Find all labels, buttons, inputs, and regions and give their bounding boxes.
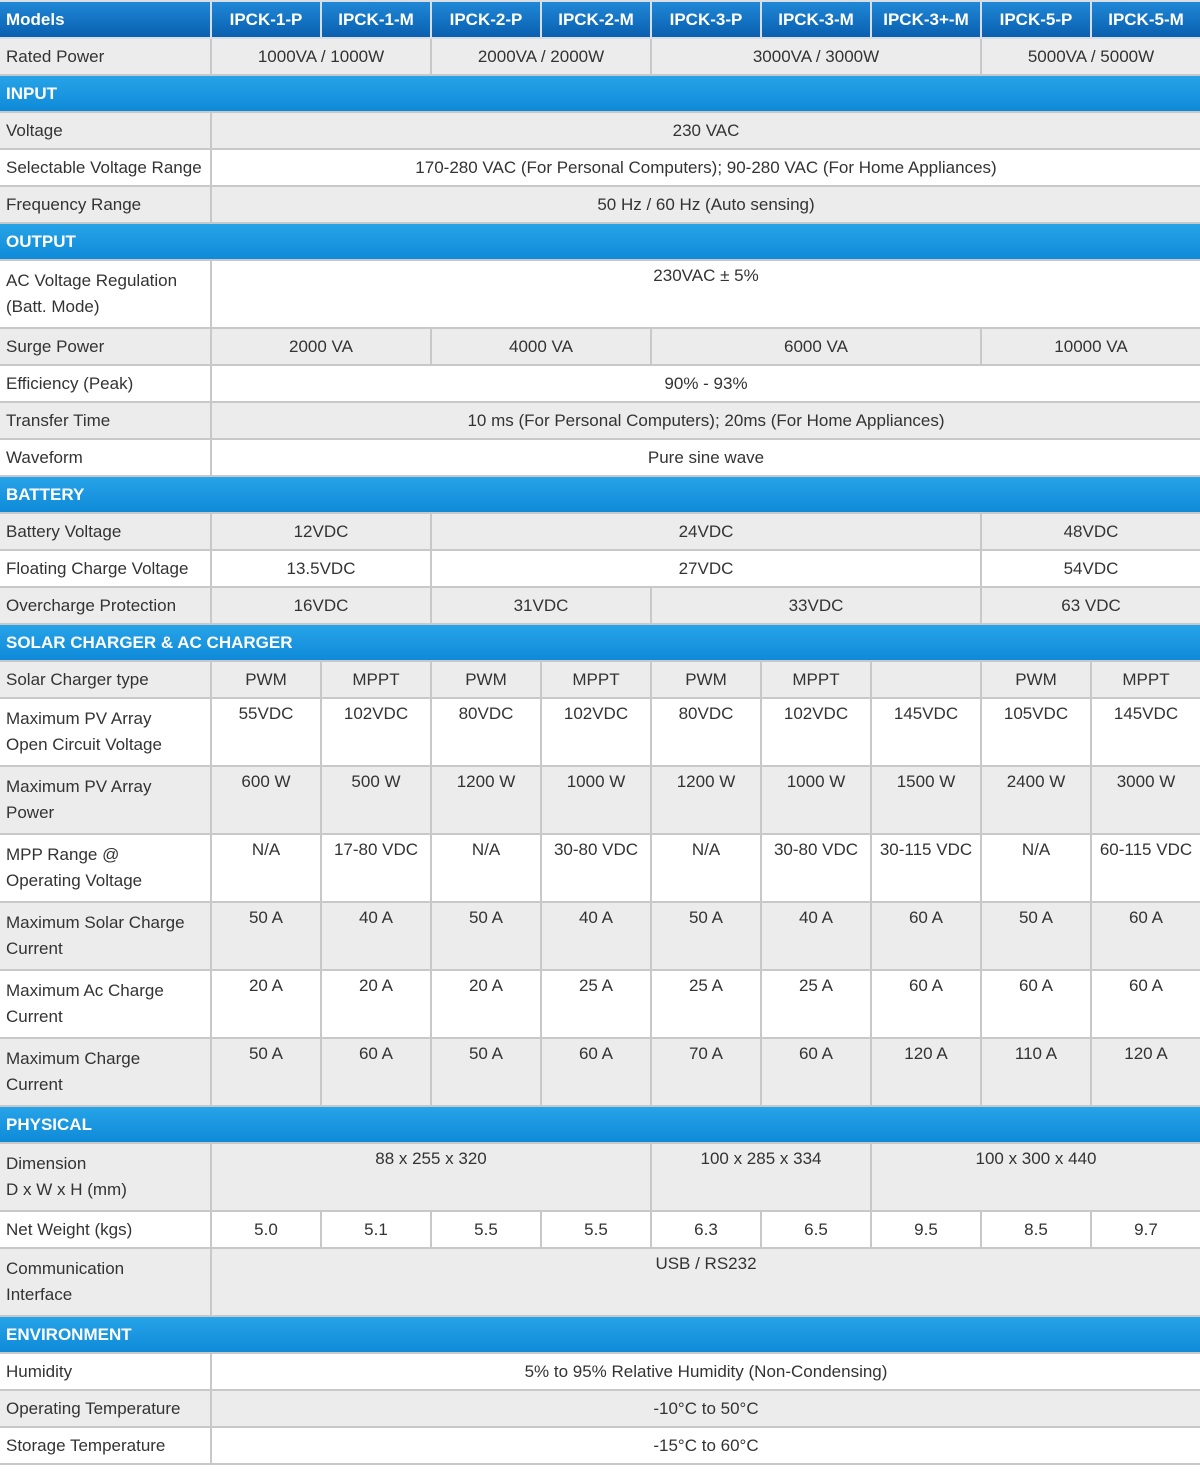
row-label-line: MPP Range @	[6, 845, 120, 864]
spec-cell: 40 A	[321, 902, 431, 970]
spec-cell: 50 Hz / 60 Hz (Auto sensing)	[211, 186, 1200, 223]
spec-cell: 25 A	[761, 970, 871, 1038]
spec-row	[0, 1390, 1200, 1427]
spec-cell: 20 A	[431, 970, 541, 1038]
models-label: Models	[0, 1, 211, 38]
spec-row	[0, 1427, 1200, 1464]
spec-cell: 60 A	[871, 970, 981, 1038]
section-title: BATTERY	[0, 476, 1200, 513]
spec-cell: 1200 W	[651, 766, 761, 834]
row-label-line: Maximum Solar Charge	[6, 913, 185, 932]
spec-cell: 102VDC	[761, 698, 871, 766]
spec-cell: 25 A	[651, 970, 761, 1038]
model-column-header: IPCK-2-P	[431, 1, 541, 38]
spec-cell: 5% to 95% Relative Humidity (Non-Condensing)	[211, 1353, 1200, 1390]
row-label: Selectable Voltage Range	[0, 149, 211, 186]
spec-row	[0, 970, 1200, 1038]
spec-cell: 100 x 285 x 334	[651, 1143, 871, 1211]
row-label: Solar Charger type	[0, 661, 211, 698]
spec-cell: 60 A	[1091, 970, 1200, 1038]
section-header-row	[0, 75, 1200, 112]
spec-cell: N/A	[431, 834, 541, 902]
row-label: Surge Power	[0, 328, 211, 365]
spec-cell: N/A	[211, 834, 321, 902]
row-label	[0, 902, 211, 970]
row-label: Voltage	[0, 112, 211, 149]
spec-cell: 80VDC	[431, 698, 541, 766]
spec-cell: 5.5	[431, 1211, 541, 1248]
spec-cell: 88 x 255 x 320	[211, 1143, 651, 1211]
section-title: INPUT	[0, 75, 1200, 112]
spec-cell: 50 A	[431, 1038, 541, 1106]
spec-cell: 102VDC	[321, 698, 431, 766]
model-column-header: IPCK-3-M	[761, 1, 871, 38]
spec-cell: 500 W	[321, 766, 431, 834]
spec-row	[0, 661, 1200, 698]
row-label-line: Current	[6, 1007, 63, 1026]
spec-cell: 20 A	[321, 970, 431, 1038]
row-label-line: Communication	[6, 1259, 125, 1278]
row-label	[0, 1143, 211, 1211]
spec-row	[0, 38, 1200, 75]
row-label-line: Interface	[6, 1285, 73, 1304]
model-column-header: IPCK-3-P	[651, 1, 761, 38]
row-label-line: Open Circuit Voltage	[6, 735, 162, 754]
spec-cell: 16VDC	[211, 587, 431, 624]
section-title: ENVIRONMENT	[0, 1316, 1200, 1353]
spec-cell: 2000VA / 2000W	[431, 38, 651, 75]
section-header-row	[0, 476, 1200, 513]
spec-row	[0, 365, 1200, 402]
row-label: Battery Voltage	[0, 513, 211, 550]
spec-cell: 1000 W	[761, 766, 871, 834]
row-label: Transfer Time	[0, 402, 211, 439]
spec-cell: 6.3	[651, 1211, 761, 1248]
spec-cell: 110 A	[981, 1038, 1091, 1106]
model-column-header: IPCK-1-P	[211, 1, 321, 38]
spec-cell: 60 A	[761, 1038, 871, 1106]
model-column-header: IPCK-5-M	[1091, 1, 1200, 38]
spec-row	[0, 698, 1200, 766]
spec-row	[0, 260, 1200, 328]
spec-cell: 230 VAC	[211, 112, 1200, 149]
row-label-line: Power	[6, 803, 55, 822]
section-header-row	[0, 624, 1200, 661]
spec-cell: 120 A	[1091, 1038, 1200, 1106]
spec-row	[0, 834, 1200, 902]
spec-cell: 8.5	[981, 1211, 1091, 1248]
row-label-line: (Batt. Mode)	[6, 297, 100, 316]
spec-row	[0, 1353, 1200, 1390]
spec-cell: MPPT	[321, 661, 431, 698]
spec-cell: 60 A	[981, 970, 1091, 1038]
section-title: SOLAR CHARGER & AC CHARGER	[0, 624, 1200, 661]
spec-cell: 9.5	[871, 1211, 981, 1248]
spec-cell: 60 A	[321, 1038, 431, 1106]
spec-cell: 30-115 VDC	[871, 834, 981, 902]
spec-cell: 17-80 VDC	[321, 834, 431, 902]
row-label	[0, 834, 211, 902]
section-header-row	[0, 223, 1200, 260]
spec-row	[0, 328, 1200, 365]
spec-cell: 102VDC	[541, 698, 651, 766]
spec-cell: -10°C to 50°C	[211, 1390, 1200, 1427]
row-label: Humidity	[0, 1353, 211, 1390]
row-label-line: Maximum PV Array	[6, 777, 152, 796]
spec-cell: 60 A	[871, 902, 981, 970]
spec-cell: 3000 W	[1091, 766, 1200, 834]
spec-cell: 33VDC	[651, 587, 981, 624]
spec-cell: 25 A	[541, 970, 651, 1038]
row-label: Floating Charge Voltage	[0, 550, 211, 587]
spec-cell: 31VDC	[431, 587, 651, 624]
spec-cell: 5000VA / 5000W	[981, 38, 1200, 75]
spec-cell: 24VDC	[431, 513, 981, 550]
spec-row	[0, 766, 1200, 834]
spec-cell: 1500 W	[871, 766, 981, 834]
spec-cell: 54VDC	[981, 550, 1200, 587]
spec-cell: 30-80 VDC	[541, 834, 651, 902]
spec-row	[0, 1143, 1200, 1211]
spec-cell: 230VAC ± 5%	[211, 260, 1200, 328]
row-label: Rated Power	[0, 38, 211, 75]
spec-row	[0, 1038, 1200, 1106]
row-label-line: Maximum PV Array	[6, 709, 152, 728]
spec-row	[0, 902, 1200, 970]
row-label	[0, 260, 211, 328]
spec-cell: 5.5	[541, 1211, 651, 1248]
row-label: Frequency Range	[0, 186, 211, 223]
spec-cell: 50 A	[981, 902, 1091, 970]
spec-row	[0, 439, 1200, 476]
model-column-header: IPCK-3+-M	[871, 1, 981, 38]
spec-cell: 3000VA / 3000W	[651, 38, 981, 75]
spec-cell: 600 W	[211, 766, 321, 834]
spec-cell: USB / RS232	[211, 1248, 1200, 1316]
spec-cell: 12VDC	[211, 513, 431, 550]
spec-cell: 30-80 VDC	[761, 834, 871, 902]
spec-cell: 60 A	[541, 1038, 651, 1106]
spec-cell: PWM	[211, 661, 321, 698]
spec-cell: 13.5VDC	[211, 550, 431, 587]
spec-cell: 120 A	[871, 1038, 981, 1106]
row-label: Storage Temperature	[0, 1427, 211, 1464]
spec-cell: 40 A	[761, 902, 871, 970]
model-header-row	[0, 1, 1200, 38]
spec-cell: N/A	[981, 834, 1091, 902]
spec-cell: 63 VDC	[981, 587, 1200, 624]
spec-cell: 2400 W	[981, 766, 1091, 834]
spec-row	[0, 587, 1200, 624]
row-label: Overcharge Protection	[0, 587, 211, 624]
row-label-line: D x W x H (mm)	[6, 1180, 127, 1199]
spec-cell: 5.1	[321, 1211, 431, 1248]
row-label-line: Current	[6, 1075, 63, 1094]
spec-cell: 55VDC	[211, 698, 321, 766]
spec-cell	[871, 661, 981, 698]
row-label-line: Operating Voltage	[6, 871, 143, 890]
spec-cell: 90% - 93%	[211, 365, 1200, 402]
spec-row	[0, 1211, 1200, 1248]
row-label	[0, 970, 211, 1038]
model-column-header: IPCK-5-P	[981, 1, 1091, 38]
spec-cell: 145VDC	[1091, 698, 1200, 766]
row-label: Waveform	[0, 439, 211, 476]
spec-cell: MPPT	[541, 661, 651, 698]
spec-cell: 9.7	[1091, 1211, 1200, 1248]
model-column-header: IPCK-2-M	[541, 1, 651, 38]
row-label-line: Dimension	[6, 1154, 87, 1173]
row-label-line: Maximum Charge	[6, 1049, 141, 1068]
section-title: OUTPUT	[0, 223, 1200, 260]
row-label: Efficiency (Peak)	[0, 365, 211, 402]
spec-row	[0, 402, 1200, 439]
spec-cell: 10000 VA	[981, 328, 1200, 365]
spec-row	[0, 550, 1200, 587]
spec-row	[0, 186, 1200, 223]
row-label: Operating Temperature	[0, 1390, 211, 1427]
section-title: PHYSICAL	[0, 1106, 1200, 1143]
row-label	[0, 1248, 211, 1316]
spec-cell: 105VDC	[981, 698, 1091, 766]
spec-cell: 4000 VA	[431, 328, 651, 365]
spec-cell: MPPT	[761, 661, 871, 698]
spec-cell: MPPT	[1091, 661, 1200, 698]
row-label	[0, 1038, 211, 1106]
spec-cell: 48VDC	[981, 513, 1200, 550]
spec-row	[0, 513, 1200, 550]
model-column-header: IPCK-1-M	[321, 1, 431, 38]
spec-cell: -15°C to 60°C	[211, 1427, 1200, 1464]
spec-cell: 70 A	[651, 1038, 761, 1106]
spec-cell: 50 A	[211, 1038, 321, 1106]
spec-cell: 6000 VA	[651, 328, 981, 365]
spec-cell: 60-115 VDC	[1091, 834, 1200, 902]
row-label: Net Weight (kgs)	[0, 1211, 211, 1248]
row-label-line: Maximum Ac Charge	[6, 981, 164, 1000]
section-header-row	[0, 1106, 1200, 1143]
spec-cell: 170-280 VAC (For Personal Computers); 90-280 VAC (For Home Appliances)	[211, 149, 1200, 186]
spec-table-body	[0, 1, 1200, 1464]
spec-cell: 1200 W	[431, 766, 541, 834]
spec-cell: N/A	[651, 834, 761, 902]
spec-cell: 80VDC	[651, 698, 761, 766]
spec-cell: 50 A	[431, 902, 541, 970]
section-header-row	[0, 1316, 1200, 1353]
spec-cell: 5.0	[211, 1211, 321, 1248]
spec-cell: Pure sine wave	[211, 439, 1200, 476]
spec-row	[0, 1248, 1200, 1316]
row-label	[0, 766, 211, 834]
spec-cell: 50 A	[651, 902, 761, 970]
row-label-line: AC Voltage Regulation	[6, 271, 178, 290]
spec-cell: 145VDC	[871, 698, 981, 766]
spec-cell: PWM	[431, 661, 541, 698]
spec-cell: 27VDC	[431, 550, 981, 587]
spec-cell: PWM	[981, 661, 1091, 698]
spec-cell: 6.5	[761, 1211, 871, 1248]
spec-cell: 50 A	[211, 902, 321, 970]
spec-cell: 60 A	[1091, 902, 1200, 970]
spec-cell: PWM	[651, 661, 761, 698]
spec-cell: 40 A	[541, 902, 651, 970]
spec-row	[0, 149, 1200, 186]
spec-cell: 10 ms (For Personal Computers); 20ms (For Home Appliances)	[211, 402, 1200, 439]
spec-cell: 1000 W	[541, 766, 651, 834]
spec-cell: 1000VA / 1000W	[211, 38, 431, 75]
spec-cell: 20 A	[211, 970, 321, 1038]
row-label-line: Current	[6, 939, 63, 958]
spec-cell: 100 x 300 x 440	[871, 1143, 1200, 1211]
row-label	[0, 698, 211, 766]
spec-cell: 2000 VA	[211, 328, 431, 365]
spec-row	[0, 112, 1200, 149]
